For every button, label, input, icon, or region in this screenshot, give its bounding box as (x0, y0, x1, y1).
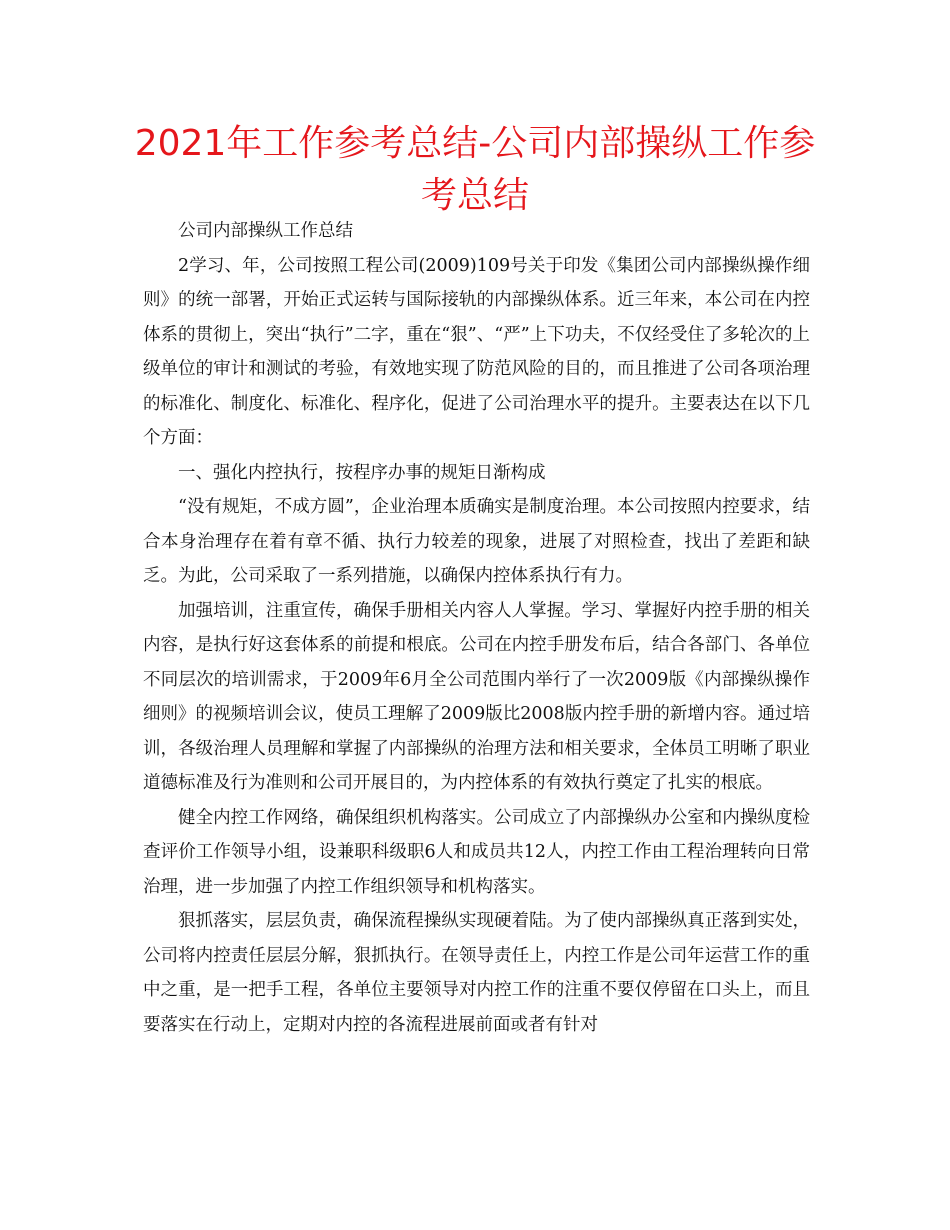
paragraph-rules: “没有规矩，不成方圆”，企业治理本质确实是制度治理。本公司按照内控要求，结合本身治理存在着有章不循、执行力较差的现象，进展了对照检查，找出了差距和缺乏。为此，公司采取了一系列措施，以确保内控体系执行有力。 (143, 497, 810, 586)
section-heading-1: 一、强化内控执行，按程序办事的规矩日渐构成 (178, 462, 546, 483)
paragraph-training: 加强培训，注重宣传，确保手册相关内容人人掌握。学习、掌握好内控手册的相关内容，是执行好这套体系的前提和根底。公司在内控手册发布后，结合各部门、各单位不同层次的培训需求，于2009年6月全公司范围内举行了一次2009版《内部操纵操作细则》的视频培训会议，使员工理解了2009版比2008版内控手册的新增内容。通过培训，各级治理人员理解和掌握了内部操纵的治理方法和相关要求，全体员工明晰了职业道德标准及行为准则和公司开展目的，为内控体系的有效执行奠定了扎实的根底。 (143, 600, 810, 793)
paragraph-implementation: 狠抓落实，层层负责，确保流程操纵实现硬着陆。为了使内部操纵真正落到实处，公司将内控责任层层分解，狠抓执行。在领导责任上，内控工作是公司年运营工作的重中之重，是一把手工程，各单位主要领导对内控工作的注重不要仅停留在口头上，而且要落实在行动上，定期对内控的各流程进展前面或者有针对 (143, 911, 810, 1035)
paragraph-subtitle: 公司内部操纵工作总结 (178, 221, 353, 241)
paragraph-network: 健全内控工作网络，确保组织机构落实。公司成立了内部操纵办公室和内操纵度检查评价工作领导小组，设兼职科级职6人和成员共12人，内控工作由工程治理转向日常治理，进一步加强了内控工作组织领导和机构落实。 (143, 807, 810, 897)
document-body (143, 214, 810, 1042)
paragraph-intro: 2学习、年，公司按照工程公司(2009)109号关于印发《集团公司内部操纵操作细则》的统一部署，开始正式运转与国际接轨的内部操纵体系。近三年来，本公司在内控体系的贯彻上，突出“执行”二字，重在“狠”、“严”上下功夫，不仅经受住了多轮次的上级单位的审计和测试的考验，有效地实现了防范风险的目的，而且推进了公司各项治理的标准化、制度化、标准化、程序化，促进了公司治理水平的提升。主要表达在以下几个方面： (143, 255, 810, 448)
document-title: 2021年工作参考总结-公司内部操纵工作参考总结 (134, 123, 816, 216)
